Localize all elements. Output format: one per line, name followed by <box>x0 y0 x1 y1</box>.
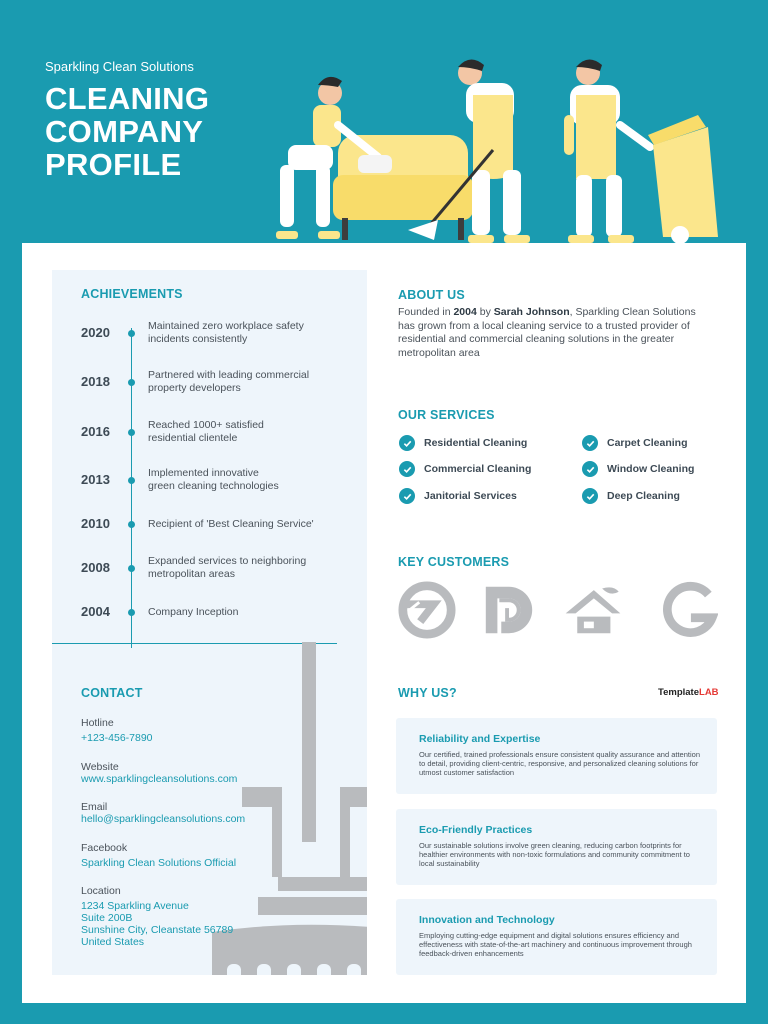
customer-logo-3-icon <box>564 581 622 639</box>
timeline-dot <box>128 379 135 386</box>
service-label: Deep Cleaning <box>607 490 680 502</box>
service-label: Window Cleaning <box>607 463 695 475</box>
timeline-text: Maintained zero workplace safety incidents consistently <box>148 320 304 345</box>
service-item <box>399 488 517 504</box>
left-panel <box>52 270 367 975</box>
timeline-year: 2016 <box>81 424 110 439</box>
timeline-text: Recipient of 'Best Cleaning Service' <box>148 517 314 530</box>
title-line-2: COMPANY <box>45 114 204 149</box>
why-card-title: Eco-Friendly Practices <box>419 824 533 836</box>
checkmark-icon <box>399 435 415 451</box>
title-line-3: PROFILE <box>45 147 182 182</box>
customers-heading: KEY CUSTOMERS <box>398 555 510 569</box>
page-title <box>45 82 209 181</box>
timeline-item <box>52 465 367 495</box>
timeline-year: 2008 <box>81 560 110 575</box>
location-address: 1234 Sparkling Avenue Suite 200B Sunshine City, Cleanstate 56789 United States <box>81 900 234 948</box>
timeline-text: Company Inception <box>148 605 239 618</box>
timeline-year: 2018 <box>81 374 110 389</box>
timeline-item <box>52 597 367 627</box>
service-label: Residential Cleaning <box>424 437 528 449</box>
about-heading: ABOUT US <box>398 288 465 302</box>
checkmark-icon <box>582 461 598 477</box>
checkmark-icon <box>399 461 415 477</box>
service-item <box>582 488 680 504</box>
email-label: Email <box>81 801 108 813</box>
timeline-dot <box>128 609 135 616</box>
timeline-dot <box>128 477 135 484</box>
facebook-link[interactable]: Sparkling Clean Solutions Official <box>81 857 237 869</box>
website-label: Website <box>81 761 119 773</box>
founding-year: 2004 <box>453 306 477 318</box>
armchair-illustration <box>333 135 473 240</box>
contact-heading: CONTACT <box>81 686 143 700</box>
location-label: Location <box>81 885 121 897</box>
service-label: Commercial Cleaning <box>424 463 532 475</box>
timeline-text: Reached 1000+ satisfied residential clientele <box>148 419 264 444</box>
why-card-desc: Our certified, trained professionals ensure consistent quality assurance and attention to detail, providing client-centric, responsive, and personalized cleaning solutions for utmost customer satisfaction <box>419 750 700 777</box>
title-line-1: CLEANING <box>45 81 210 116</box>
cleaners-illustration <box>258 55 728 250</box>
facebook-label: Facebook <box>81 842 128 854</box>
timeline-dot <box>128 429 135 436</box>
timeline-dot <box>128 521 135 528</box>
customer-logo-4-icon <box>660 581 718 639</box>
customer-logo-1-icon <box>398 581 456 639</box>
timeline-year: 2010 <box>81 516 110 531</box>
checkmark-icon <box>399 488 415 504</box>
checkmark-icon <box>582 435 598 451</box>
templatelab-logo: TemplateLAB <box>658 687 719 698</box>
service-item <box>582 435 688 451</box>
timeline-dot <box>128 330 135 337</box>
timeline-item <box>52 553 367 583</box>
service-item <box>399 461 531 477</box>
why-heading: WHY US? <box>398 686 457 700</box>
brand-name: Sparkling Clean Solutions <box>45 59 194 74</box>
service-item <box>582 461 694 477</box>
timeline-text: Expanded services to neighboring metropolitan areas <box>148 555 307 580</box>
hotline-label: Hotline <box>81 717 114 729</box>
broom-illustration <box>212 642 367 975</box>
service-label: Carpet Cleaning <box>607 437 688 449</box>
service-label: Janitorial Services <box>424 490 517 502</box>
timeline-item <box>52 318 367 348</box>
about-text: Founded in 2004 by Sarah Johnson, Sparkling Clean Solutions has grown from a local cleaning service to a trusted provider of residential and commercial cleaning solutions in the greater metropolitan area <box>398 306 696 359</box>
why-card-title: Innovation and Technology <box>419 914 555 926</box>
timeline-text: Partnered with leading commercial property developers <box>148 369 310 394</box>
why-card <box>396 718 717 794</box>
why-card-desc: Employing cutting-edge equipment and digital solutions ensures efficiency and effectiveness with state-of-the-art machinery and continuous improvement through feedback-driven enhancements <box>419 931 692 958</box>
why-card-desc: Our sustainable solutions involve green cleaning, reducing carbon footprints for healthier environments with non-toxic formulations and community commitment to local sustainability <box>419 841 690 868</box>
timeline-item <box>52 367 367 397</box>
timeline-year: 2004 <box>81 604 110 619</box>
timeline-year: 2020 <box>81 325 110 340</box>
why-card <box>396 809 717 885</box>
services-heading: OUR SERVICES <box>398 408 495 422</box>
achievements-heading: ACHIEVEMENTS <box>81 287 183 301</box>
timeline-text: Implemented innovative green cleaning technologies <box>148 467 279 492</box>
profile-card <box>22 243 746 1003</box>
timeline-dot <box>128 565 135 572</box>
service-item <box>399 435 527 451</box>
website-link[interactable]: www.sparklingcleansolutions.com <box>81 773 238 785</box>
checkmark-icon <box>582 488 598 504</box>
why-card <box>396 899 717 975</box>
timeline-item <box>52 509 367 539</box>
timeline-item <box>52 417 367 447</box>
founder-name: Sarah Johnson <box>493 306 570 318</box>
customer-logo-2-icon <box>480 581 538 639</box>
hotline-value[interactable]: +123-456-7890 <box>81 732 153 744</box>
timeline-year: 2013 <box>81 472 110 487</box>
email-link[interactable]: hello@sparklingcleansolutions.com <box>81 813 246 825</box>
why-card-title: Reliability and Expertise <box>419 733 541 745</box>
trash-bin-illustration <box>648 115 718 244</box>
person-3-illustration <box>564 59 650 243</box>
